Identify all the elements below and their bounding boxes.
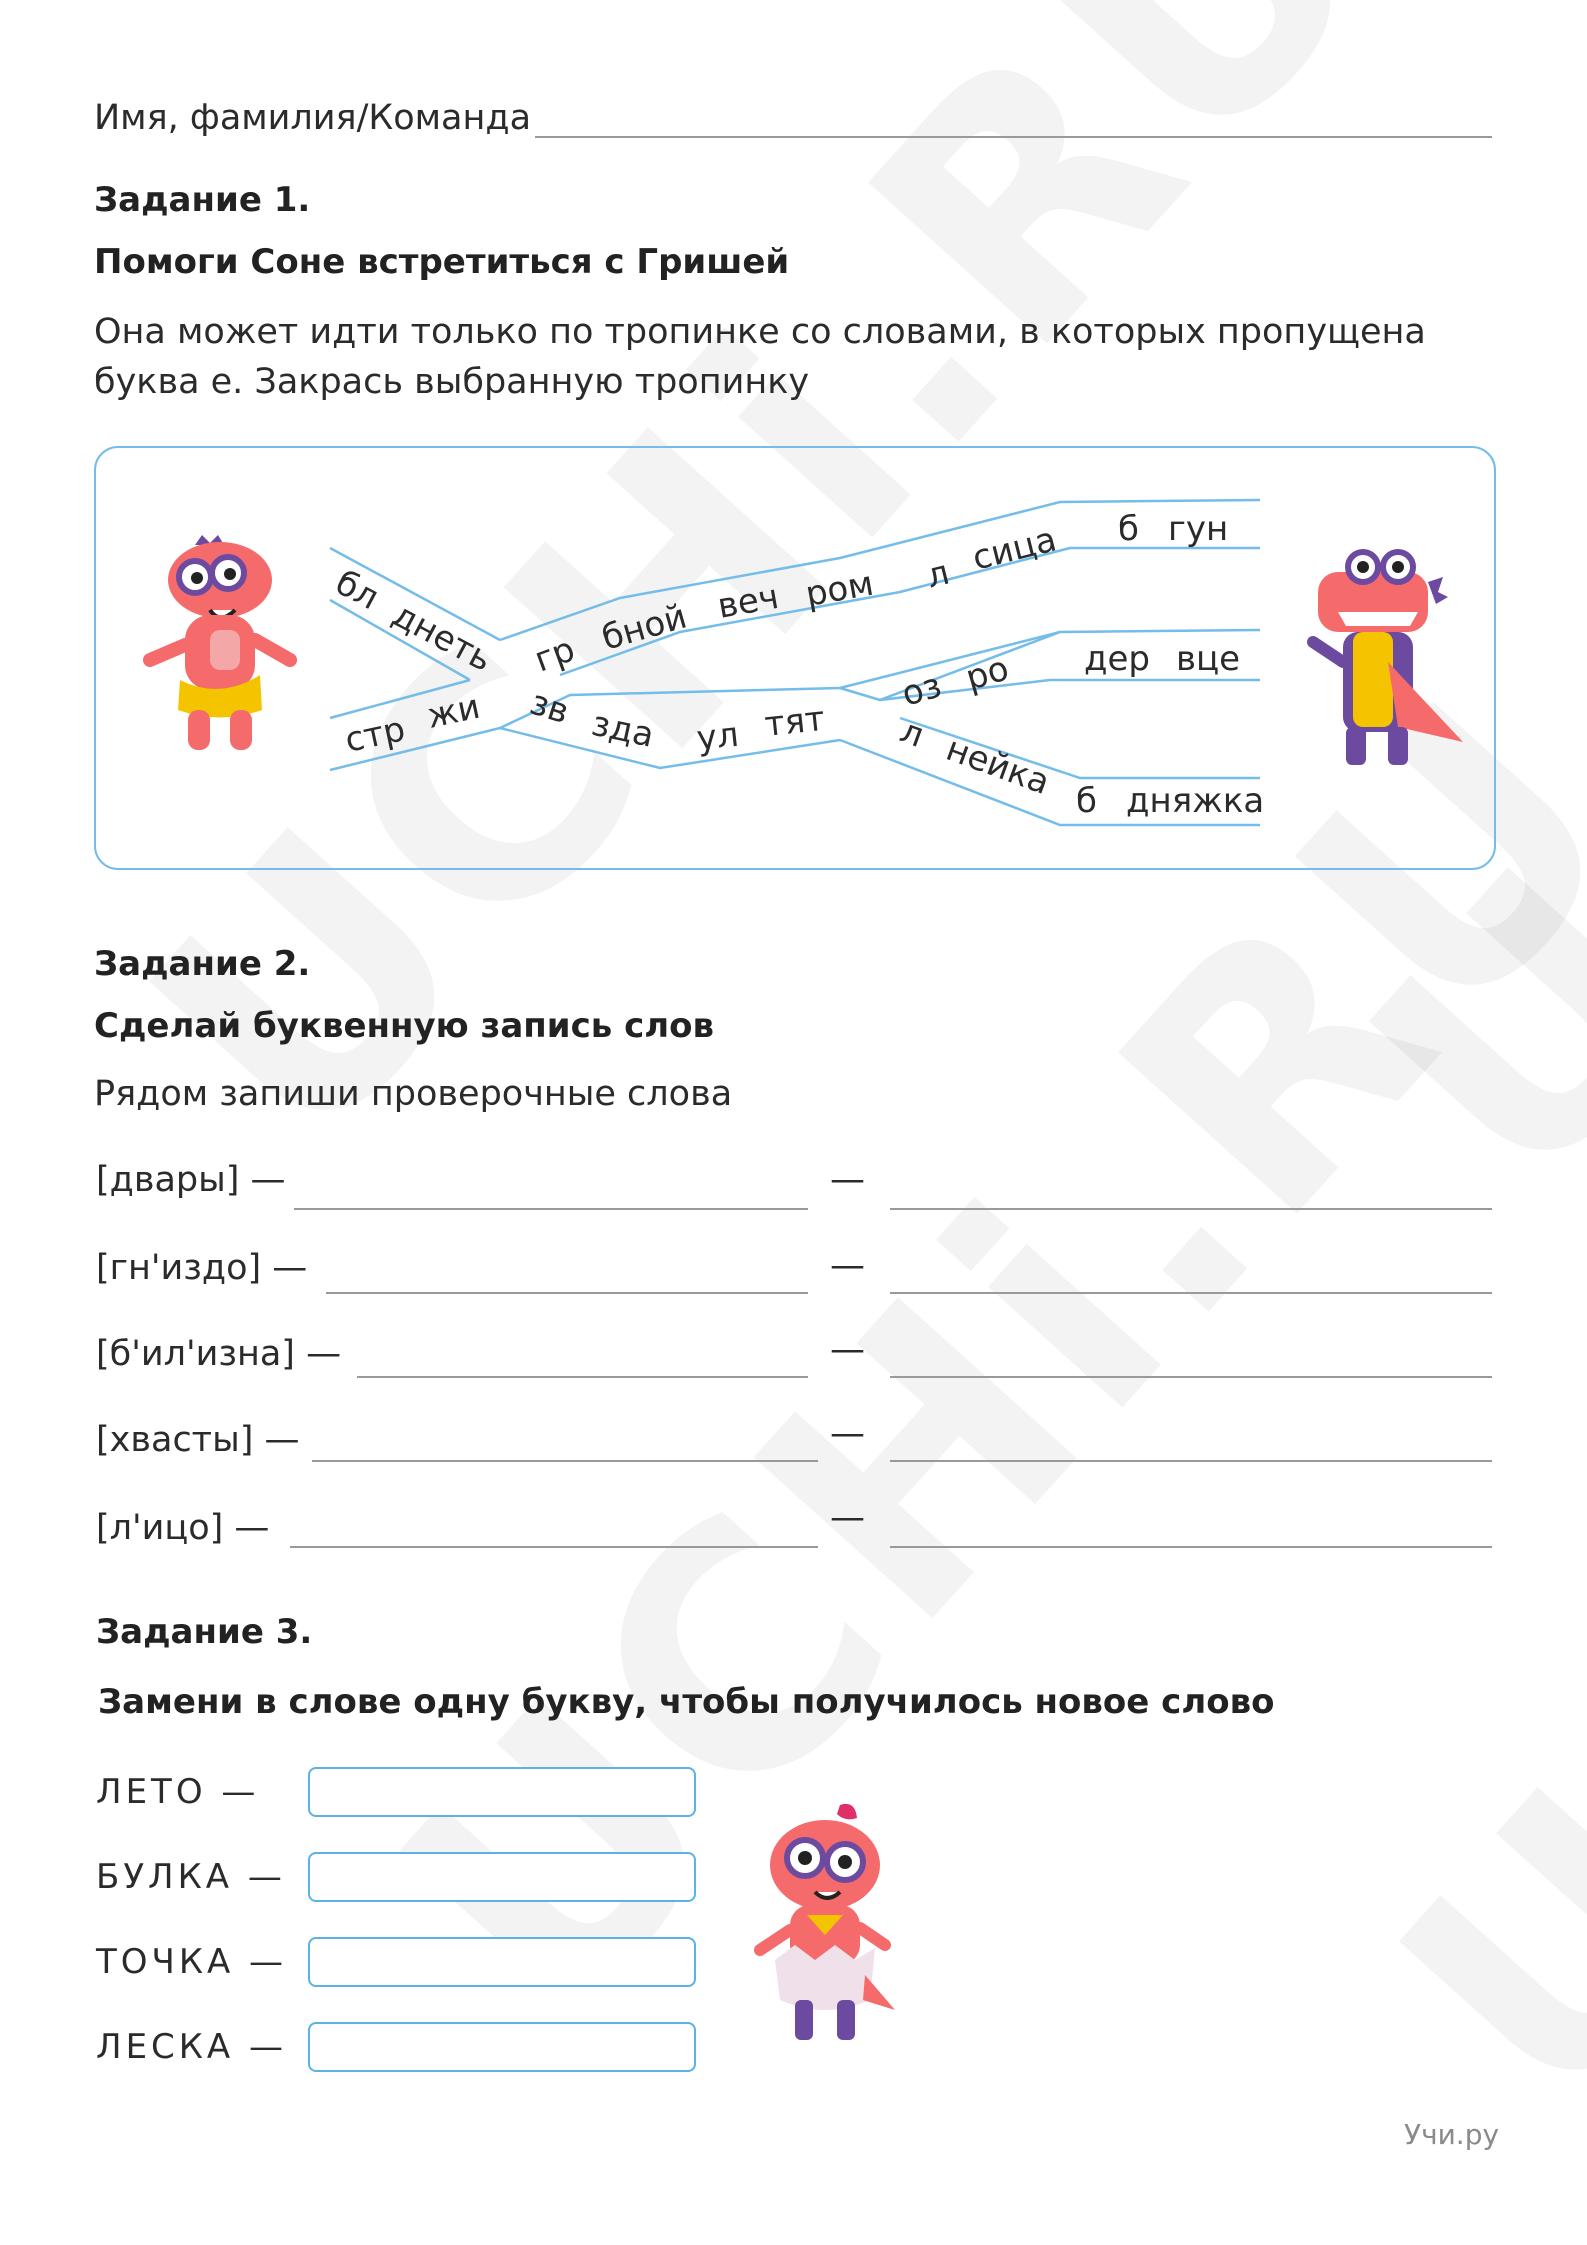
maze-word: веч — [714, 576, 782, 627]
task2-word: [двары] — — [96, 1160, 286, 1200]
task2-word: [л'ицо] — — [96, 1508, 270, 1548]
task2-instruction: Рядом запиши проверочные слова — [94, 1074, 733, 1114]
dino-egg-illustration — [745, 1800, 905, 2050]
task3-word: ТОЧКА — — [96, 1942, 288, 1982]
task1-title: Помоги Соне встретиться с Гришей — [94, 242, 790, 282]
task2-check-line[interactable] — [890, 1546, 1492, 1548]
task2-check-line[interactable] — [890, 1208, 1492, 1210]
maze-word: л — [894, 710, 930, 756]
task1-number: Задание 1. — [94, 180, 311, 220]
maze-word: б — [1076, 781, 1097, 821]
task2-answer-line[interactable] — [312, 1460, 818, 1462]
task1-instruction-line1: Она может идти только по тропинке со словами, в которых пропущена — [94, 312, 1426, 352]
task2-dash: — — [830, 1414, 865, 1454]
task2-title: Сделай буквенную запись слов — [94, 1006, 715, 1046]
task2-word: [б'ил'изна] — — [96, 1334, 342, 1374]
task2-check-line[interactable] — [890, 1460, 1492, 1462]
task2-answer-line[interactable] — [357, 1376, 808, 1378]
task3-number: Задание 3. — [96, 1612, 313, 1652]
path-lower-sub-top — [840, 632, 1060, 700]
maze-word: дер — [1084, 639, 1151, 679]
task2-check-line[interactable] — [890, 1376, 1492, 1378]
task2-dash: — — [830, 1160, 865, 1200]
name-label: Имя, фамилия/Команда — [94, 98, 532, 138]
maze-word: гун — [1168, 509, 1229, 549]
task2-number: Задание 2. — [94, 944, 311, 984]
maze-word: жи — [423, 686, 484, 737]
task3-title: Замени в слове одну букву, чтобы получилось новое слово — [98, 1682, 1275, 1722]
task3-answer-box[interactable] — [308, 1767, 696, 1817]
maze-word: ул — [694, 714, 741, 759]
maze-word: ро — [961, 648, 1014, 699]
maze-word: сица — [968, 519, 1061, 579]
task2-word: [хвасты] — — [96, 1420, 300, 1460]
footer-brand: Учи.ру — [1404, 2118, 1500, 2151]
maze-word: дняжка — [1126, 781, 1265, 821]
task2-answer-line[interactable] — [326, 1292, 808, 1294]
task2-answer-line[interactable] — [294, 1208, 808, 1210]
task3-answer-box[interactable] — [308, 1937, 696, 1987]
maze-word: гр — [529, 629, 581, 681]
maze-word: тят — [762, 698, 827, 745]
maze-word: стр — [341, 709, 409, 761]
task2-check-line[interactable] — [890, 1292, 1492, 1294]
maze-word: днеть — [385, 594, 499, 680]
task3-answer-box[interactable] — [308, 1852, 696, 1902]
task3-answer-box[interactable] — [308, 2022, 696, 2072]
maze-word: зв — [525, 682, 574, 733]
watermark — [1330, 718, 1587, 2177]
maze-word: бл — [328, 562, 386, 618]
task2-dash: — — [830, 1498, 865, 1538]
maze-word: оз — [897, 665, 946, 715]
task1-instruction-line2: буква е. Закрась выбранную тропинку — [94, 362, 810, 402]
dino-grisha-illustration — [1298, 542, 1468, 772]
task2-dash: — — [830, 1246, 865, 1286]
task3-word: БУЛКА — — [96, 1857, 286, 1897]
maze-word: л — [922, 552, 954, 597]
task2-word: [гн'издо] — — [96, 1248, 308, 1288]
maze-word: бной — [597, 596, 692, 659]
task2-dash: — — [830, 1330, 865, 1370]
task3-word: ЛЕСКА — — [96, 2027, 287, 2067]
maze-word: вце — [1176, 639, 1241, 679]
task2-answer-line[interactable] — [290, 1546, 818, 1548]
maze-word: зда — [588, 703, 658, 756]
dino-sonya-illustration — [140, 535, 300, 765]
maze-word: ром — [802, 563, 877, 615]
maze-word: б — [1118, 509, 1139, 549]
task3-word: ЛЕТО — — [96, 1772, 260, 1812]
maze-word: нейка — [940, 728, 1055, 803]
